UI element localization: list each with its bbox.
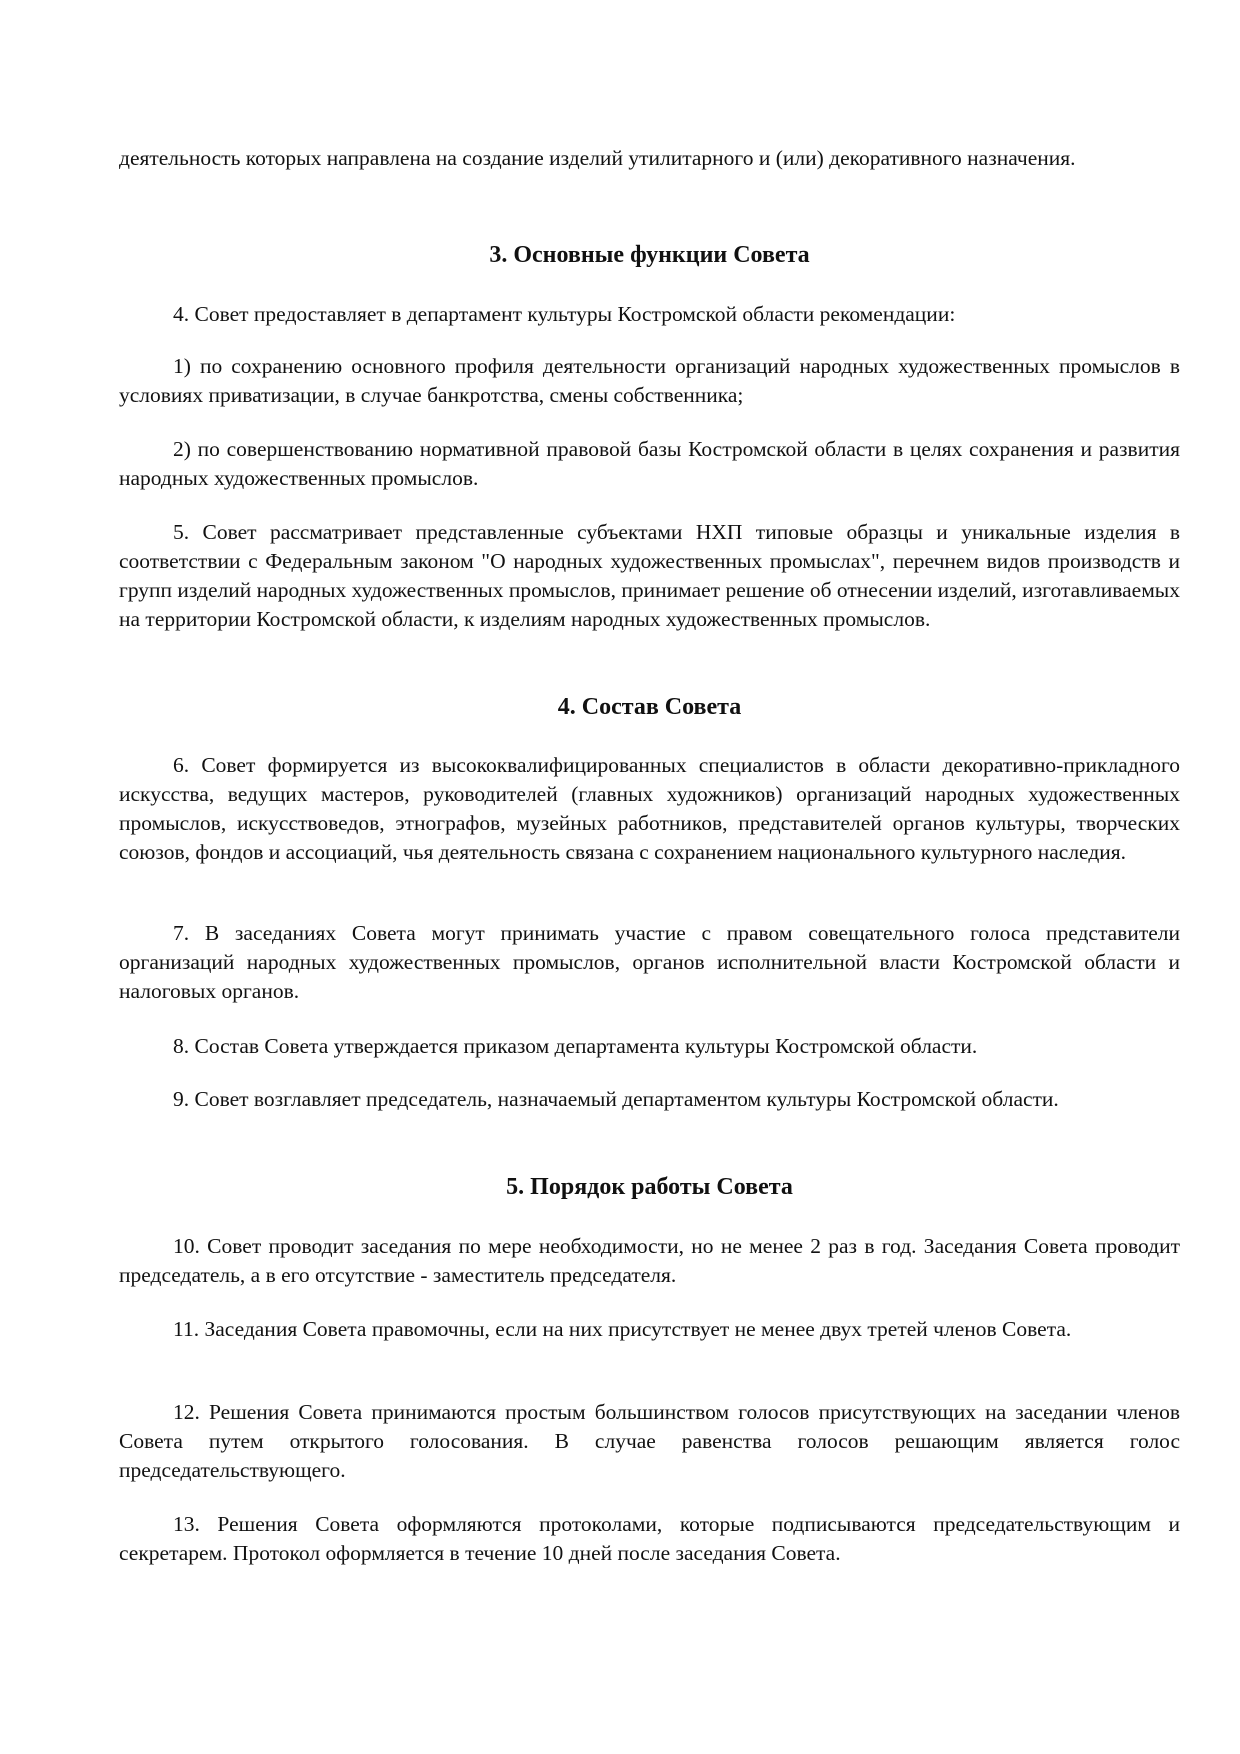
paragraph-13: 13. Решения Совета оформляются протоколами, которые подписываются председательствующим и секретарем. Протокол оформляется в течение 10 дней после заседания Совета. <box>119 1512 1180 1565</box>
paragraph-7: 7. В заседаниях Совета могут принимать участие с правом совещательного голоса представители организаций народных художественных промыслов, органов исполнительной власти Костромской области и налоговых органов. <box>119 921 1180 1003</box>
paragraph-11: 11. Заседания Совета правомочны, если на них присутствует не менее двух третей членов Совета. <box>173 1317 1072 1341</box>
paragraph-12: 12. Решения Совета принимаются простым большинством голосов присутствующих на заседании членов Совета путем открытого голосования. В случае равенства голосов решающим является голос председательствующего. <box>119 1400 1180 1482</box>
intro-continuation: деятельность которых направлена на создание изделий утилитарного и (или) декоративного назначения. <box>119 146 1076 170</box>
paragraph-6: 6. Совет формируется из высококвалифицированных специалистов в области декоративно-прикладного искусства, ведущих мастеров, руководителей (главных художников) организаций народных художественных промыслов, искусствоведов, этнографов, музейных работников, представителей органов культуры, творческих союзов, фондов и ассоциаций, чья деятельность связана с сохранением национального культурного наследия. <box>119 753 1180 864</box>
section-heading-procedure: 5. Порядок работы Совета <box>506 1174 793 1200</box>
section-heading-functions: 3. Основные функции Совета <box>489 242 810 268</box>
paragraph-4: 4. Совет предоставляет в департамент культуры Костромской области рекомендации: <box>173 302 956 326</box>
paragraph-9: 9. Совет возглавляет председатель, назначаемый департаментом культуры Костромской области. <box>173 1087 1059 1111</box>
section-heading-composition: 4. Состав Совета <box>557 694 742 720</box>
paragraph-5: 5. Совет рассматривает представленные субъектами НХП типовые образцы и уникальные изделия в соответствии с Федеральным законом "О народных художественных промыслах", перечнем видов производств и групп изделий народных художественных промыслов, принимает решение об отнесении изделий, изготавливаемых на территории Костромской области, к изделиям народных художественных промыслов. <box>119 520 1180 631</box>
paragraph-10: 10. Совет проводит заседания по мере необходимости, но не менее 2 раз в год. Заседания Совета проводит председатель, а в его отсутствие - заместитель председателя. <box>119 1234 1180 1287</box>
paragraph-4-2: 2) по совершенствованию нормативной правовой базы Костромской области в целях сохранения и развития народных художественных промыслов. <box>119 437 1180 490</box>
paragraph-8: 8. Состав Совета утверждается приказом департамента культуры Костромской области. <box>173 1034 978 1058</box>
paragraph-4-1: 1) по сохранению основного профиля деятельности организаций народных художественных промыслов в условиях приватизации, в случае банкротства, смены собственника; <box>119 354 1180 407</box>
